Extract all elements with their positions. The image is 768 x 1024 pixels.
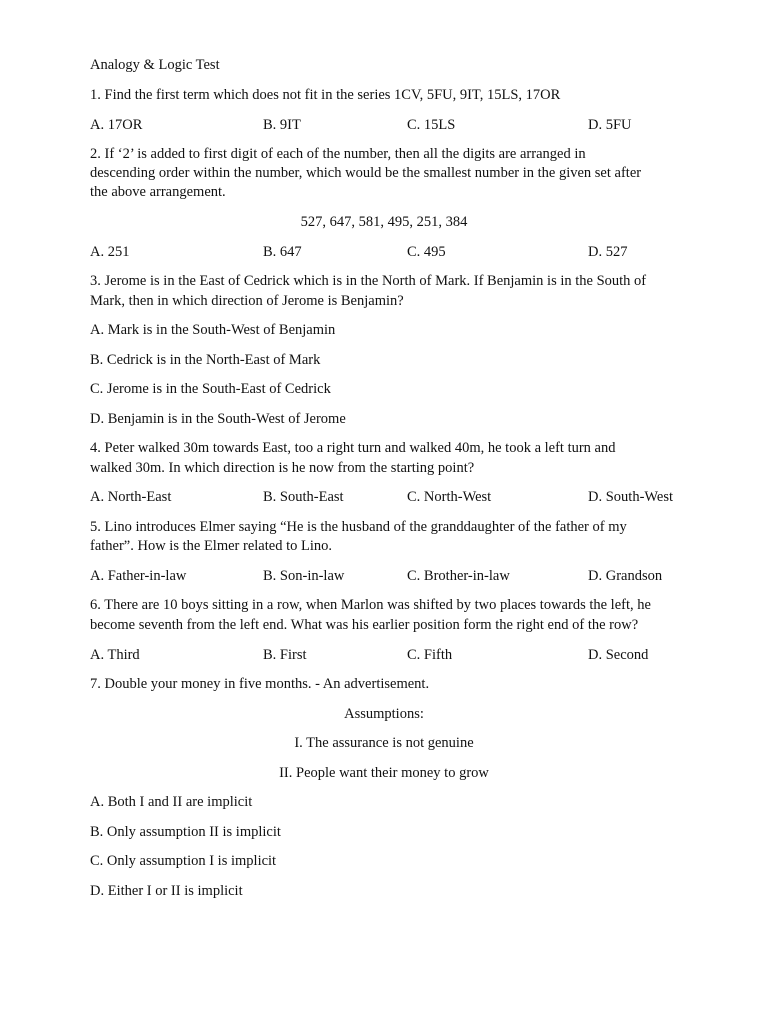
question-3-option-a: A. Mark is in the South-West of Benjamin — [90, 322, 336, 338]
question-1-option-a: A. 17OR — [90, 117, 143, 133]
question-1-option-d: D. 5FU — [588, 117, 632, 133]
question-7-text: 7. Double your money in five months. - An advertisement. — [90, 676, 430, 692]
question-4-option-b: B. South-East — [263, 489, 344, 505]
question-5-option-b: B. Son-in-law — [263, 568, 345, 584]
question-5-option-d: D. Grandson — [588, 568, 663, 584]
question-7-option-d: D. Either I or II is implicit — [90, 883, 243, 899]
question-4-option-a: A. North-East — [90, 489, 172, 505]
question-7-option-c: C. Only assumption I is implicit — [90, 853, 277, 869]
document-title: Analogy & Logic Test — [90, 57, 220, 73]
question-4-options — [90, 488, 680, 508]
question-5-option-c: C. Brother-in-law — [407, 568, 510, 584]
question-6-option-b: B. First — [263, 647, 307, 663]
question-6-option-c: C. Fifth — [407, 647, 453, 663]
question-2-option-a: A. 251 — [90, 244, 130, 260]
question-7-option-a: A. Both I and II are implicit — [90, 794, 253, 810]
question-1-text: 1. Find the first term which does not fit in the series 1CV, 5FU, 9IT, 15LS, 17OR — [90, 87, 561, 103]
question-1-option-c: C. 15LS — [407, 117, 456, 133]
question-1-options — [90, 116, 680, 136]
question-6-option-d: D. Second — [588, 647, 649, 663]
question-2-line-2: descending order within the number, which would be the smallest number in the given set after — [90, 165, 642, 181]
question-2-line-1: 2. If ‘2’ is added to first digit of each of the number, then all the digits are arranged in — [90, 146, 586, 162]
question-6-option-a: A. Third — [90, 647, 140, 663]
question-4-line-1: 4. Peter walked 30m towards East, too a right turn and walked 40m, he took a left turn and — [90, 440, 616, 456]
question-2-options — [90, 243, 680, 263]
question-2-option-c: C. 495 — [407, 244, 446, 260]
question-6-line-2: become seventh from the left end. What was his earlier position form the right end of the row? — [90, 617, 639, 633]
question-2-number-set: 527, 647, 581, 495, 251, 384 — [300, 214, 468, 230]
question-5-option-a: A. Father-in-law — [90, 568, 187, 584]
question-7-option-b: B. Only assumption II is implicit — [90, 824, 281, 840]
question-2-line-3: the above arrangement. — [90, 184, 226, 200]
question-3-line-1: 3. Jerome is in the East of Cedrick which is in the North of Mark. If Benjamin is in the South of — [90, 273, 647, 289]
question-4-line-2: walked 30m. In which direction is he now from the starting point? — [90, 460, 475, 476]
question-6-options — [90, 646, 680, 666]
question-5-line-1: 5. Lino introduces Elmer saying “He is the husband of the granddaughter of the father of my — [90, 519, 627, 535]
question-7-assumption-2: II. People want their money to grow — [279, 765, 489, 781]
question-3-option-b: B. Cedrick is in the North-East of Mark — [90, 352, 321, 368]
question-6-line-1: 6. There are 10 boys sitting in a row, when Marlon was shifted by two places towards the left, he — [90, 597, 651, 613]
question-3-option-d: D. Benjamin is in the South-West of Jerome — [90, 411, 346, 427]
question-3-option-c: C. Jerome is in the South-East of Cedrick — [90, 381, 331, 397]
question-1-option-b: B. 9IT — [263, 117, 301, 133]
question-7-assumptions-label: Assumptions: — [344, 706, 424, 722]
question-7-assumption-1: I. The assurance is not genuine — [294, 735, 474, 751]
question-2-option-d: D. 527 — [588, 244, 628, 260]
question-2-option-b: B. 647 — [263, 244, 302, 260]
question-5-line-2: father”. How is the Elmer related to Lino. — [90, 538, 332, 554]
question-4-option-c: C. North-West — [407, 489, 492, 505]
question-5-options — [90, 567, 680, 587]
question-3-line-2: Mark, then in which direction of Jerome is Benjamin? — [90, 293, 404, 309]
question-4-option-d: D. South-West — [588, 489, 674, 505]
